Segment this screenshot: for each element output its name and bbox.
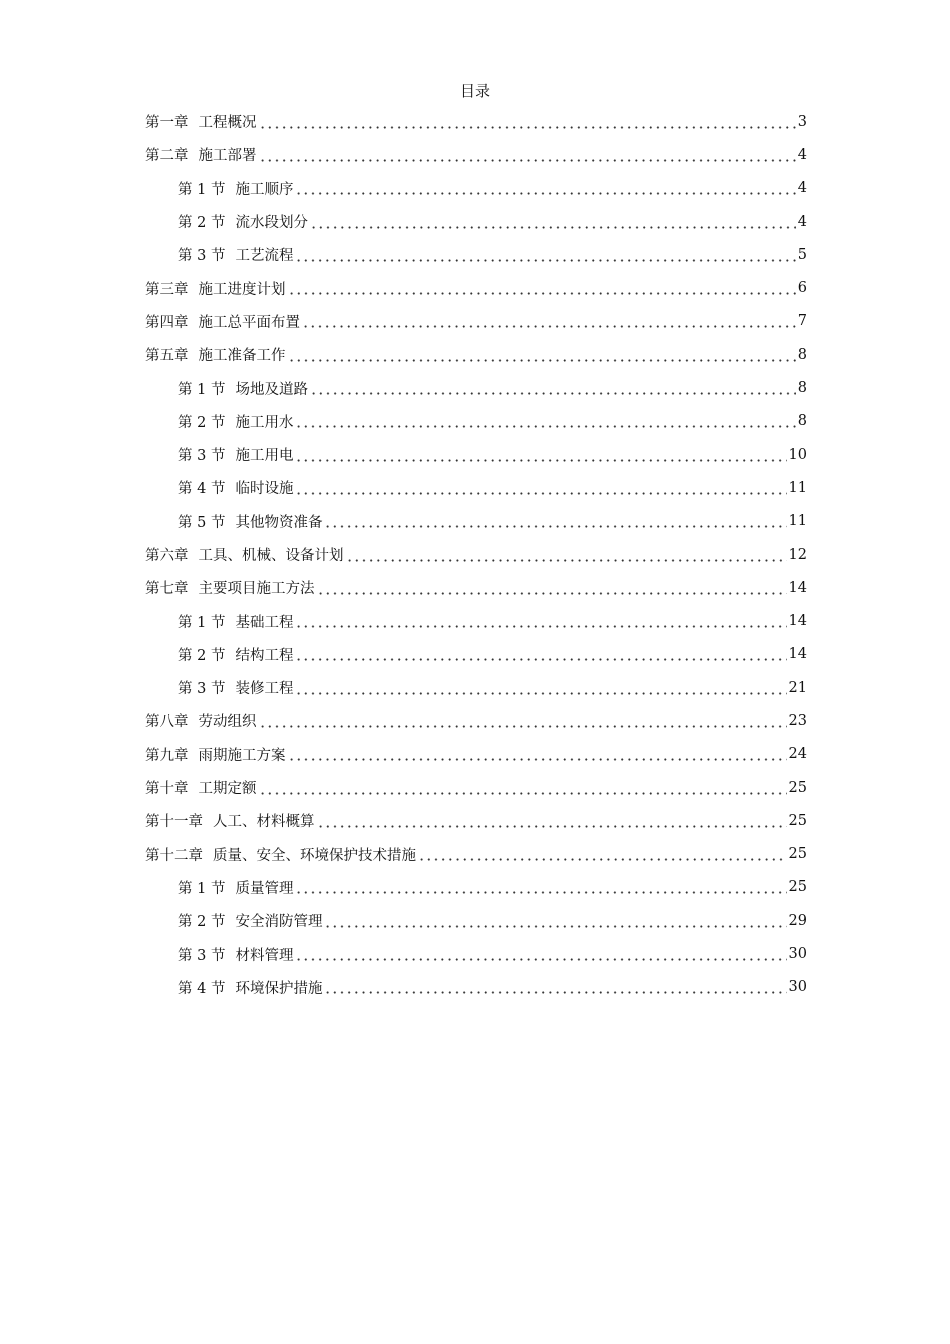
toc-entry-text: 工期定额	[198, 781, 257, 798]
toc-entry-label: 第 2 节	[178, 914, 226, 931]
toc-section-entry[interactable]	[145, 638, 807, 671]
toc-entry-page-number: 25	[788, 879, 807, 896]
toc-chapter-entry[interactable]	[145, 838, 807, 871]
toc-entry-text: 人工、材料概算	[213, 814, 315, 831]
toc-entry-page-number: 11	[788, 479, 807, 496]
toc-entry-label: 第十章	[145, 781, 189, 798]
toc-chapter-entry[interactable]	[145, 105, 807, 138]
dot-leader	[295, 248, 795, 262]
dot-leader	[259, 781, 787, 795]
toc-entry-page-number: 5	[797, 246, 807, 263]
dot-leader	[295, 448, 786, 462]
dot-leader	[295, 647, 786, 661]
toc-entry-page-number: 4	[797, 146, 807, 163]
toc-entry-label: 第 2 节	[178, 647, 226, 664]
toc-entry-label: 第三章	[145, 281, 189, 298]
toc-entry-text: 施工部署	[198, 148, 257, 165]
toc-entry-text: 环境保护措施	[235, 980, 323, 997]
toc-entry-page-number: 30	[788, 946, 807, 963]
toc-entry-text: 基础工程	[235, 614, 294, 631]
toc-section-entry[interactable]	[145, 405, 807, 438]
dot-leader	[288, 281, 796, 295]
toc-chapter-entry[interactable]	[145, 804, 807, 837]
toc-section-entry[interactable]	[145, 904, 807, 937]
toc-entry-page-number: 25	[788, 846, 807, 863]
toc-entry-text: 工程概况	[198, 115, 257, 132]
dot-leader	[259, 714, 787, 728]
dot-leader	[288, 348, 796, 362]
toc-entry-page-number: 25	[788, 779, 807, 796]
toc-entry-label: 第 3 节	[178, 448, 226, 465]
dot-leader	[324, 514, 786, 528]
toc-entry-label: 第 1 节	[178, 880, 226, 897]
dot-leader	[259, 148, 796, 162]
toc-entry-page-number: 4	[797, 180, 807, 197]
toc-entry-page-number: 7	[797, 313, 807, 330]
toc-entry-text: 劳动组织	[198, 714, 257, 731]
dot-leader	[324, 914, 786, 928]
toc-entry-page-number: 14	[788, 646, 807, 663]
toc-entry-page-number: 11	[788, 513, 807, 530]
toc-entry-page-number: 8	[797, 380, 807, 397]
toc-entry-label: 第十二章	[145, 847, 203, 864]
toc-entry-text: 工艺流程	[235, 248, 294, 265]
toc-entry-label: 第 4 节	[178, 481, 226, 498]
toc-section-entry[interactable]	[145, 671, 807, 704]
toc-entry-text: 雨期施工方案	[198, 747, 286, 764]
toc-entry-label: 第十一章	[145, 814, 203, 831]
dot-leader	[324, 980, 786, 994]
toc-entry-label: 第七章	[145, 581, 189, 598]
toc-title: 目录	[459, 82, 490, 100]
toc-entry-label: 第 2 节	[178, 215, 226, 232]
toc-entry-label: 第九章	[145, 747, 189, 764]
toc-section-entry[interactable]	[145, 971, 807, 1004]
toc-entry-label: 第 2 节	[178, 414, 226, 431]
toc-entry-text: 场地及道路	[235, 381, 308, 398]
toc-entry-text: 施工总平面布置	[198, 314, 300, 331]
toc-entry-label: 第 3 节	[178, 681, 226, 698]
dot-leader	[310, 381, 796, 395]
toc-entry-label: 第 1 节	[178, 614, 226, 631]
toc-section-entry[interactable]	[145, 172, 807, 205]
dot-leader	[295, 414, 795, 428]
toc-section-entry[interactable]	[145, 937, 807, 970]
toc-entry-label: 第 3 节	[178, 248, 226, 265]
dot-leader	[288, 747, 787, 761]
toc-chapter-entry[interactable]	[145, 771, 807, 804]
toc-section-entry[interactable]	[145, 238, 807, 271]
toc-section-entry[interactable]	[145, 471, 807, 504]
dot-leader	[302, 314, 796, 328]
toc-entry-page-number: 10	[788, 446, 807, 463]
toc-entry-text: 其他物资准备	[235, 514, 323, 531]
toc-entry-text: 工具、机械、设备计划	[198, 548, 344, 564]
toc-entry-label: 第 1 节	[178, 181, 226, 198]
toc-entry-text: 质量管理	[235, 880, 294, 897]
toc-entry-page-number: 23	[788, 712, 807, 729]
toc-entry-page-number: 30	[788, 979, 807, 996]
toc-entry-label: 第五章	[145, 348, 189, 365]
toc-chapter-entry[interactable]	[145, 704, 807, 737]
toc-chapter-entry[interactable]	[145, 571, 807, 604]
toc-entry-text: 施工准备工作	[198, 348, 286, 365]
dot-leader	[259, 115, 796, 129]
toc-entry-page-number: 21	[788, 679, 807, 696]
toc-section-entry[interactable]	[145, 871, 807, 904]
toc-chapter-entry[interactable]	[145, 138, 807, 171]
toc-entry-label: 第 5 节	[178, 514, 226, 531]
toc-entry-label: 第二章	[145, 148, 189, 165]
toc-entry-text: 施工进度计划	[198, 281, 286, 298]
toc-entry-page-number: 12	[788, 546, 807, 563]
toc-entry-page-number: 29	[788, 912, 807, 929]
dot-leader	[295, 681, 786, 695]
toc-chapter-entry[interactable]	[145, 538, 807, 571]
dot-leader	[418, 847, 787, 861]
toc-entry-text: 安全消防管理	[235, 914, 323, 931]
toc-chapter-entry[interactable]	[145, 338, 807, 371]
dot-leader	[295, 481, 786, 495]
toc-entry-label: 第八章	[145, 714, 189, 731]
toc-entry-label: 第六章	[145, 548, 189, 564]
toc-section-entry[interactable]	[145, 371, 807, 404]
toc-entry-page-number: 24	[788, 746, 807, 763]
toc-entry-text: 临时设施	[235, 481, 294, 498]
toc-entry-text: 质量、安全、环境保护技术措施	[213, 847, 416, 864]
toc-section-entry[interactable]	[145, 604, 807, 637]
toc-section-entry[interactable]	[145, 505, 807, 538]
toc-entry-page-number: 14	[788, 613, 807, 630]
toc-entry-text: 结构工程	[235, 647, 294, 664]
toc-entry-text: 主要项目施工方法	[198, 581, 315, 598]
toc-entry-label: 第 4 节	[178, 980, 226, 997]
toc-chapter-entry[interactable]	[145, 738, 807, 771]
table-of-contents	[145, 105, 807, 1004]
toc-entry-page-number: 14	[788, 579, 807, 596]
toc-entry-page-number: 8	[797, 413, 807, 430]
dot-leader	[295, 947, 786, 961]
toc-entry-label: 第 1 节	[178, 381, 226, 398]
dot-leader	[310, 215, 796, 229]
dot-leader	[317, 814, 787, 828]
toc-entry-label: 第四章	[145, 314, 189, 331]
toc-entry-label: 第一章	[145, 115, 189, 132]
toc-entry-page-number: 6	[797, 280, 807, 297]
dot-leader	[295, 614, 786, 628]
dot-leader	[317, 581, 787, 595]
toc-entry-text: 施工用电	[235, 448, 294, 465]
toc-entry-label: 第 3 节	[178, 947, 226, 964]
dot-leader	[346, 548, 787, 562]
toc-section-entry[interactable]	[145, 438, 807, 471]
toc-entry-page-number: 25	[788, 812, 807, 829]
toc-entry-text: 施工用水	[235, 414, 294, 431]
toc-entry-text: 流水段划分	[235, 215, 308, 232]
toc-entry-text: 施工顺序	[235, 181, 294, 198]
toc-chapter-entry[interactable]	[145, 271, 807, 304]
toc-chapter-entry[interactable]	[145, 305, 807, 338]
toc-section-entry[interactable]	[145, 205, 807, 238]
toc-entry-text: 装修工程	[235, 681, 294, 698]
toc-entry-page-number: 3	[797, 113, 807, 130]
dot-leader	[295, 880, 786, 894]
toc-entry-text: 材料管理	[235, 947, 294, 964]
toc-entry-page-number: 4	[797, 213, 807, 230]
toc-entry-page-number: 8	[797, 346, 807, 363]
dot-leader	[295, 181, 795, 195]
